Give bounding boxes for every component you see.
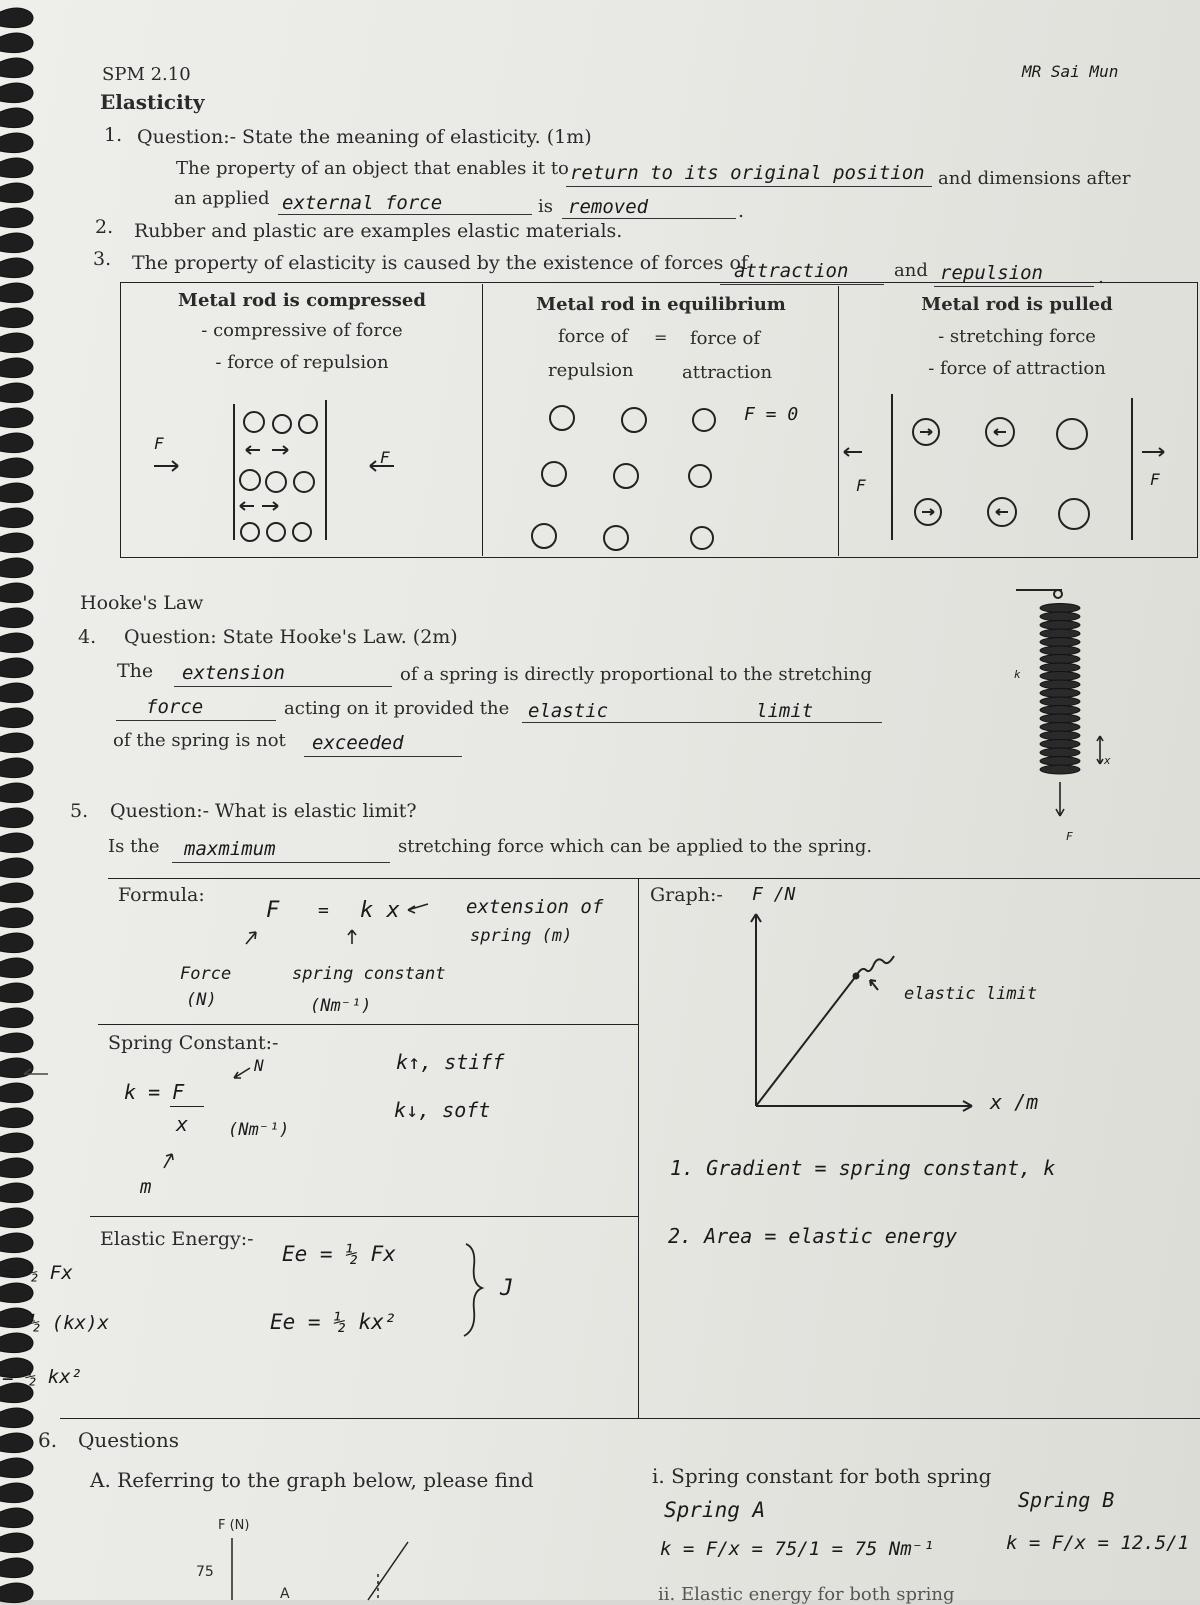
q6-calc-a: k = F/x = 75/1 = 75 Nm⁻¹ [660, 1538, 935, 1560]
sc-n-note: N [254, 1056, 264, 1075]
spiral-ring [0, 1208, 33, 1228]
worksheet-code: SPM 2.10 [102, 64, 191, 85]
spiral-ring [0, 583, 33, 603]
spiral-ring [0, 208, 33, 228]
spring-coil [1040, 731, 1080, 740]
formula-grid-line-2 [90, 1216, 638, 1217]
spring-f-label: F [1066, 830, 1073, 843]
graph-label: Graph:- [650, 884, 723, 906]
q6-graph [228, 1534, 428, 1600]
col2-f-zero: F = 0 [744, 404, 799, 425]
formula-f: F [266, 898, 280, 923]
col1-force-left: F [154, 434, 164, 453]
spiral-ring [0, 608, 33, 628]
spring-coil [1040, 714, 1080, 723]
formula-label: Formula: [118, 884, 205, 906]
col1-title: Metal rod is compressed [178, 290, 426, 311]
q6-spring-b: Spring B [1018, 1488, 1115, 1512]
spiral-ring [0, 1183, 33, 1203]
spiral-ring [0, 558, 33, 578]
hooke-graph [740, 910, 1000, 1110]
q6-number: 6. [38, 1428, 58, 1452]
spiral-ring [0, 908, 33, 928]
spiral-ring [0, 933, 33, 953]
table-divider-2 [838, 286, 839, 556]
spiral-ring [0, 1458, 33, 1478]
spiral-ring [0, 1508, 33, 1528]
q5-blank [172, 862, 390, 863]
spiral-ring [0, 33, 33, 53]
spiral-ring [0, 533, 33, 553]
spiral-ring [0, 958, 33, 978]
graph-x-axis: x /m [990, 1090, 1039, 1114]
page-title: Elasticity [100, 90, 205, 114]
q1-answer-removed: removed [568, 196, 649, 218]
q4-answer-extension: extension [182, 662, 285, 684]
spring-k-label: k [1014, 668, 1021, 681]
q3-number: 3. [93, 248, 112, 270]
q4-text1: of a spring is directly proportional to the stretching [400, 664, 872, 685]
col2-a2: repulsion [548, 360, 634, 381]
formula-grid-top [108, 878, 1200, 879]
q3-and: and [894, 260, 928, 281]
q1-question: Question:- State the meaning of elasticity. (1m) [137, 126, 592, 148]
spiral-ring [0, 333, 33, 353]
col2-b2: attraction [682, 362, 773, 383]
col2-b1: force of [690, 328, 761, 349]
spring-coil [1040, 706, 1080, 715]
spiral-ring [0, 1158, 33, 1178]
spring-coil [1040, 646, 1080, 655]
col3-force-left: F [856, 476, 866, 495]
spiral-ring [0, 1133, 33, 1153]
spiral-ring [0, 1533, 33, 1553]
q6-calc-b: k = F/x = 12.5/1 [1006, 1532, 1190, 1554]
sc-x: x [176, 1112, 189, 1136]
q2-number: 2. [95, 216, 114, 238]
spiral-ring [0, 233, 33, 253]
spring-coil [1040, 612, 1080, 621]
col3-force-right: F [1150, 470, 1160, 489]
q6-spring-a: Spring A [664, 1498, 766, 1522]
q5-question: Question:- What is elastic limit? [110, 800, 417, 822]
spiral-ring [0, 1083, 33, 1103]
q6-part-a: A. Referring to the graph below, please find [90, 1468, 534, 1492]
spiral-ring [0, 408, 33, 428]
spring-coil [1040, 621, 1080, 630]
q6-part-i: i. Spring constant for both spring [652, 1464, 992, 1488]
spiral-ring [0, 83, 33, 103]
q1-text1: The property of an object that enables it to [176, 158, 569, 179]
col3-line2: - force of attraction [928, 358, 1106, 379]
q6-graph-a: A [280, 1586, 290, 1602]
spiral-ring [0, 1333, 33, 1353]
q3-end: . [1098, 266, 1105, 288]
spiral-ring [0, 358, 33, 378]
spiral-ring [0, 483, 33, 503]
graph-note-2: 2. Area = elastic energy [668, 1224, 957, 1248]
q6-part-ii: ii. Elastic energy for both spring [658, 1584, 955, 1605]
q4-blank3 [522, 722, 882, 723]
spiral-ring [0, 1283, 33, 1303]
q1-blank3 [562, 218, 736, 219]
table-divider-1 [482, 284, 483, 556]
q5-number: 5. [70, 800, 89, 822]
margin-arrow-icon [22, 1064, 52, 1084]
ee-eq2: Ee = ½ kx² [270, 1310, 397, 1334]
spiral-ring [0, 1008, 33, 1028]
formula-spring-constant: spring constant [292, 964, 446, 984]
spiral-ring [0, 983, 33, 1003]
ee-margin-3: = ½ kx² [2, 1366, 83, 1388]
formula-spring-unit: (Nm⁻¹) [310, 996, 372, 1016]
sc-soft: k↓, soft [394, 1098, 491, 1122]
col3-title: Metal rod is pulled [921, 294, 1113, 315]
formula-grid-divider [638, 878, 639, 1418]
sc-k-eq: k = F [124, 1080, 185, 1104]
ee-unit: J [500, 1276, 514, 1301]
col3-line1: - stretching force [938, 326, 1096, 347]
ee-label: Elastic Energy:- [100, 1228, 254, 1250]
q6-graph-y: F (N) [218, 1518, 250, 1533]
spiral-ring [0, 58, 33, 78]
spring-coil [1040, 672, 1080, 681]
spiral-ring [0, 183, 33, 203]
spiral-ring [0, 1483, 33, 1503]
spring-coil [1040, 697, 1080, 706]
formula-force: Force [180, 964, 232, 984]
q1-text2: and dimensions after [938, 168, 1131, 189]
q6-graph-tick: 75 [196, 1564, 214, 1580]
q4-text2: acting on it provided the [284, 698, 510, 719]
q5-text1: Is the [108, 836, 160, 857]
spiral-ring [0, 633, 33, 653]
spiral-ring [0, 133, 33, 153]
spring-coil [1040, 629, 1080, 638]
q4-blank2 [116, 720, 276, 721]
spiral-ring [0, 1108, 33, 1128]
compressed-rod-diagram [122, 390, 482, 554]
q4-the: The [117, 660, 154, 682]
formula-grid-line-1 [98, 1024, 638, 1025]
graph-elastic-limit: elastic limit [904, 984, 1038, 1004]
spring-constant-label: Spring Constant:- [108, 1032, 279, 1054]
pulled-rod-diagram [840, 390, 1196, 554]
spiral-ring [0, 783, 33, 803]
spiral-ring [0, 733, 33, 753]
spring-x-label: x [1104, 754, 1111, 767]
spiral-ring [0, 658, 33, 678]
q4-answer-exceeded: exceeded [312, 732, 404, 754]
spring-coil [1040, 663, 1080, 672]
spiral-ring [0, 258, 33, 278]
spiral-ring [0, 458, 33, 478]
formula-arrows [236, 900, 456, 960]
spring-coil [1040, 757, 1080, 766]
spiral-ring [0, 883, 33, 903]
q5-text2: stretching force which can be applied to the spring. [398, 836, 873, 857]
spiral-ring [0, 683, 33, 703]
q4-answer-force: force [146, 696, 204, 718]
spiral-ring [0, 1433, 33, 1453]
spring-coil [1040, 655, 1080, 664]
q3-answer-attraction: attraction [734, 260, 849, 282]
spiral-ring [0, 758, 33, 778]
formula-ext-note: extension of [466, 896, 604, 918]
spring-coil [1040, 740, 1080, 749]
spiral-ring [0, 383, 33, 403]
spiral-ring [0, 1558, 33, 1578]
sc-arrows [150, 1060, 260, 1180]
col1-line1: - compressive of force [201, 320, 403, 341]
q4-text3: of the spring is not [113, 730, 286, 751]
spring-coil [1040, 765, 1080, 774]
q1-blank1 [566, 186, 932, 187]
spiral-ring [0, 283, 33, 303]
q6-title: Questions [78, 1428, 179, 1452]
sc-m-note: m [140, 1176, 152, 1198]
formula-grid-bottom [60, 1418, 1200, 1419]
spiral-ring [0, 1233, 33, 1253]
q3-answer-repulsion: repulsion [940, 262, 1043, 284]
col2-eq: = [654, 328, 668, 347]
q1-answer-external-force: external force [282, 192, 443, 214]
q1-text3: an applied [174, 188, 270, 209]
ee-margin-2: = ½ (kx)x [6, 1312, 109, 1334]
spiral-ring [0, 433, 33, 453]
q1-text4: is [538, 196, 553, 217]
spring-coil [1040, 723, 1080, 732]
q5-answer: maxmimum [184, 838, 276, 860]
spring-coil [1040, 689, 1080, 698]
col2-title: Metal rod in equilibrium [536, 294, 786, 315]
spring-coil [1040, 638, 1080, 647]
sc-stiff: k↑, stiff [396, 1050, 505, 1074]
graph-y-axis: F /N [752, 884, 796, 905]
equilibrium-diagram [484, 390, 838, 554]
spiral-ring [0, 508, 33, 528]
q3-text: The property of elasticity is caused by the existence of forces of [132, 252, 748, 274]
col1-force-right: F [380, 448, 390, 467]
sc-unit: (Nm⁻¹) [228, 1120, 290, 1140]
spiral-ring [0, 708, 33, 728]
q1-blank2 [278, 214, 532, 215]
graph-note-1: 1. Gradient = spring constant, k [670, 1156, 1056, 1180]
col2-a1: force of [558, 326, 629, 347]
author-name: MR Sai Mun [1022, 62, 1119, 81]
spiral-binding [0, 0, 40, 1600]
formula-kx: k x [360, 898, 400, 923]
q4-blank1 [174, 686, 392, 687]
formula-force-unit: (N) [186, 990, 217, 1010]
q2-text: Rubber and plastic are examples elastic materials. [134, 220, 623, 242]
ee-brace [460, 1240, 490, 1340]
spiral-ring [0, 158, 33, 178]
spring-illustration [1006, 586, 1126, 846]
q4-answer-limit: limit [756, 700, 814, 722]
hooke-heading: Hooke's Law [80, 592, 204, 614]
ee-eq1: Ee = ½ Fx [282, 1242, 396, 1266]
col1-line2: - force of repulsion [215, 352, 389, 373]
q4-blank4 [304, 756, 462, 757]
spring-coil [1040, 748, 1080, 757]
spiral-ring [0, 858, 33, 878]
formula-ext-note2: spring (m) [470, 926, 573, 946]
spiral-ring [0, 1033, 33, 1053]
spiral-ring [0, 833, 33, 853]
formula-eq: = [318, 900, 329, 921]
spiral-ring [0, 8, 33, 28]
q1-end: . [738, 200, 745, 222]
spring-coil [1040, 680, 1080, 689]
spiral-ring [0, 108, 33, 128]
spiral-ring [0, 808, 33, 828]
ee-margin-1: = ½ Fx [4, 1262, 73, 1284]
q1-answer-return: return to its original position [570, 162, 925, 184]
spring-coil [1040, 604, 1080, 613]
q4-question: Question: State Hooke's Law. (2m) [124, 626, 458, 648]
spiral-ring [0, 1408, 33, 1428]
q4-number: 4. [78, 626, 97, 648]
q4-answer-elastic: elastic [528, 700, 609, 722]
spiral-ring [0, 308, 33, 328]
q1-number: 1. [104, 124, 123, 146]
